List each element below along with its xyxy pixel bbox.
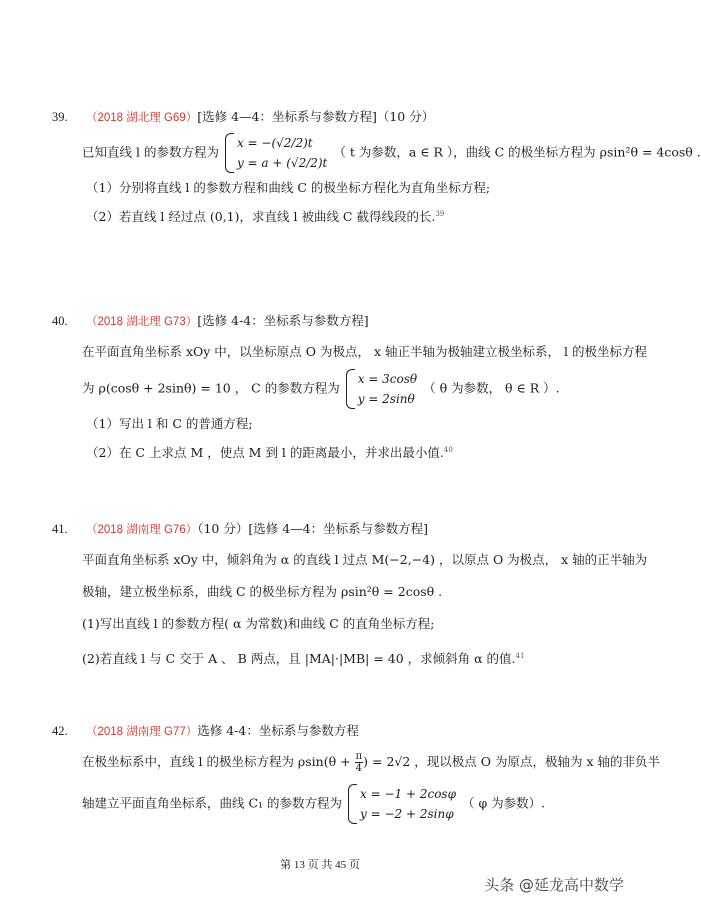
fraction-numerator: π (355, 751, 363, 762)
stem-suffix: ) = 2√2 ，现以极点 O 为原点，极轴为 x 轴的非负半 (363, 754, 660, 769)
problem-number: 40. (52, 314, 68, 328)
fraction-denominator: 4 (355, 763, 363, 774)
fraction (355, 751, 364, 774)
problem-tag: [选修 4—4：坐标系与参数方程]（10 分） (197, 109, 435, 124)
problem-source: （2018 湖北理 G73） (86, 316, 198, 328)
problem-39 (52, 106, 701, 228)
problem-number: 39. (52, 110, 68, 124)
problem-42 (52, 720, 660, 824)
parametric-system (348, 784, 456, 824)
system-row: x = 3cosθ (357, 372, 418, 386)
problem-source: （2018 湖北理 G69） (86, 112, 198, 124)
problem-tag: [选修 4-4：坐标系与参数方程] (197, 313, 369, 328)
page-number: 第 13 页 共 45 页 (280, 859, 360, 871)
stem-line: 在平面直角坐标系 xOy 中，以坐标原点 O 为极点， x 轴正半轴为极轴建立极坐标系， l 的极坐标方程 (82, 344, 647, 359)
problem-tag: （10 分）[选修 4—4：坐标系与参数方程] (197, 521, 428, 536)
question-1: (1)写出直线 l 的参数方程( α 为常数)和曲线 C 的直角坐标方程; (82, 616, 435, 631)
problem-number: 41. (52, 522, 68, 536)
watermark: 头条 @延龙高中数学 (484, 876, 624, 894)
stem-suffix: （ φ 为参数）. (461, 795, 546, 811)
brace (348, 784, 357, 824)
problem-tag: 选修 4-4：坐标系与参数方程 (197, 723, 359, 738)
brace (225, 133, 234, 173)
question-1: （1）写出 l 和 C 的普通方程; (86, 416, 253, 431)
stem-line: 平面直角坐标系 xOy 中，倾斜角为 α 的直线 l 过点 M(−2,−4) ，以原点 O 为极点， x 轴的正半轴为 (82, 552, 648, 567)
system-row: x = −1 + 2cosφ (360, 787, 456, 801)
problem-number: 42. (52, 724, 68, 738)
parametric-system (346, 369, 417, 409)
problem-40 (52, 310, 647, 464)
stem-line: 极轴，建立极坐标系，曲线 C 的极坐标方程为 ρsin²θ = 2cosθ . (82, 584, 443, 599)
stem-mid: (θ + (323, 754, 355, 769)
system-row: x = −(√2/2)t (236, 136, 313, 150)
brace (346, 369, 355, 409)
footnote-marker: 41 (515, 652, 525, 660)
system-row: y = −2 + 2sinφ (360, 807, 454, 821)
system-row: y = 2sinθ (357, 392, 415, 406)
stem-prefix: 已知直线 l 的参数方程为 (82, 144, 219, 160)
stem-prefix: 为 ρ(cosθ + 2sinθ) = 10 ， C 的参数方程为 (82, 380, 340, 396)
system-row: y = a + (√2/2)t (236, 156, 328, 170)
stem-prefix: 轴建立平面直角坐标系，曲线 C₁ 的参数方程为 (82, 795, 343, 811)
question-2: （2）在 C 上求点 M ，使点 M 到 l 的距离最小，并求出最小值. (86, 445, 444, 461)
question-1: （1）分别将直线 l 的参数方程和曲线 C 的极坐标方程化为直角坐标方程; (86, 180, 491, 195)
stem-prefix: 在极坐标系中，直线 l 的极坐标方程为 ρsin (82, 754, 324, 769)
footnote-marker: 40 (443, 446, 453, 454)
stem-suffix: （ θ 为参数， θ ∈ R ）. (423, 380, 560, 396)
question-2: （2）若直线 l 经过点 (0,1)，求直线 l 被曲线 C 截得线段的长. (86, 209, 436, 225)
footnote-marker: 39 (435, 210, 445, 218)
problem-source: （2018 湖南理 G76） (86, 524, 198, 536)
question-2: (2)若直线 l 与 C 交于 A 、 B 两点，且 |MA|·|MB| = 40 ，求倾斜角 α 的值. (82, 651, 516, 667)
problem-source: （2018 湖南理 G77） (86, 726, 198, 738)
stem-suffix: （ t 为参数，a ∈ R ），曲线 C 的极坐标方程为 ρsin²θ = 4cosθ . (333, 144, 701, 160)
parametric-system (225, 133, 327, 173)
problem-41 (52, 518, 648, 670)
